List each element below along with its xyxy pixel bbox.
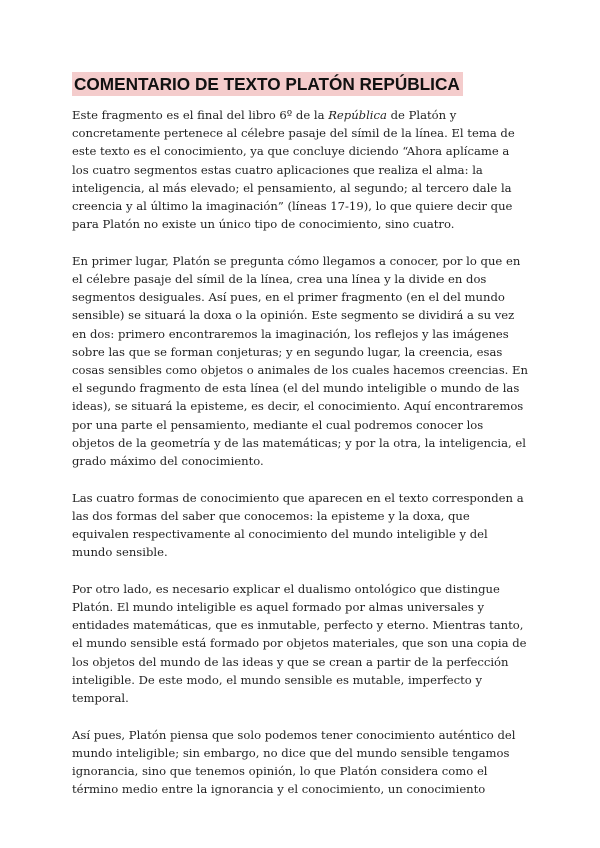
document-body (72, 106, 528, 817)
paragraph-ontological-dualism: Por otro lado, es necesario explicar el dualismo ontológico que distingue Platón. El mundo inteligible es aquel formado por almas universales y entidades matemáticas, que es inmutable, perfecto y eterno. Mientras tanto, el mundo sensible está formado por objetos materiales, que son una copia de los objetos del mundo de las ideas y que se crean a partir de la perfección inteligible. De este modo, el mundo sensible es mutable, imperfecto y temporal. (72, 581, 527, 706)
document-title: COMENTARIO DE TEXTO PLATÓN REPÚBLICA (72, 72, 463, 96)
paragraph-divided-line: En primer lugar, Platón se pregunta cómo llegamos a conocer, por lo que en el célebre pasaje del símil de la línea, crea una línea y la divide en dos segmentos desiguales. Así pues, en el primer fragmento (en el del mundo sensible) se situará la doxa o la opinión. Este segmento se dividirá a su vez en dos: primero encontraremos la imaginación, los reflejos y las imágenes sobre las que se forman conjeturas; y en segundo lugar, la creencia, esas cosas sensibles como objetos o animales de los cuales hacemos creencias. En el segundo fragmento de esta línea (el del mundo inteligible o mundo de las ideas), se situará la episteme, es decir, el conocimiento. Aquí encontraremos por una parte el pensamiento, mediante el cual podremos conocer los objetos de la geometría y de las matemáticas; y por la otra, la inteligencia, el grado máximo del conocimiento. (72, 253, 528, 469)
paragraph-forms-of-knowledge: Las cuatro formas de conocimiento que aparecen en el texto corresponden a las dos formas del saber que conocemos: la episteme y la doxa, que equivalen respectivamente al conocimiento del mundo inteligible y del mundo sensible. (72, 490, 524, 560)
paragraph-text: de Platón y concretamente pertenece al célebre pasaje del símil de la línea. El tema de este texto es el conocimiento, ya que concluye diciendo “Ahora aplícame a los cuatro segmentos estas cuatro aplicaciones que realiza el alma: la inteligencia, al más elevado; el pensamiento, al segundo; al tercero dale la creencia y al último la imaginación” (líneas 17-19), lo que quiere decir que para Platón no existe un único tipo de conocimiento, sino cuatro. (72, 108, 515, 232)
paragraph-introduction (72, 106, 528, 233)
paragraph-text: Este fragmento es el final del libro 6º de la (72, 108, 329, 122)
paragraph-conclusion: Así pues, Platón piensa que solo podemos tener conocimiento auténtico del mundo inteligible; sin embargo, no dice que del mundo sensible tengamos ignorancia, sino que tenemos opinión, lo que Platón considera como el término medio entre la ignorancia y el conocimiento, un conocimiento (72, 727, 516, 797)
book-title-italic: República (328, 108, 387, 122)
